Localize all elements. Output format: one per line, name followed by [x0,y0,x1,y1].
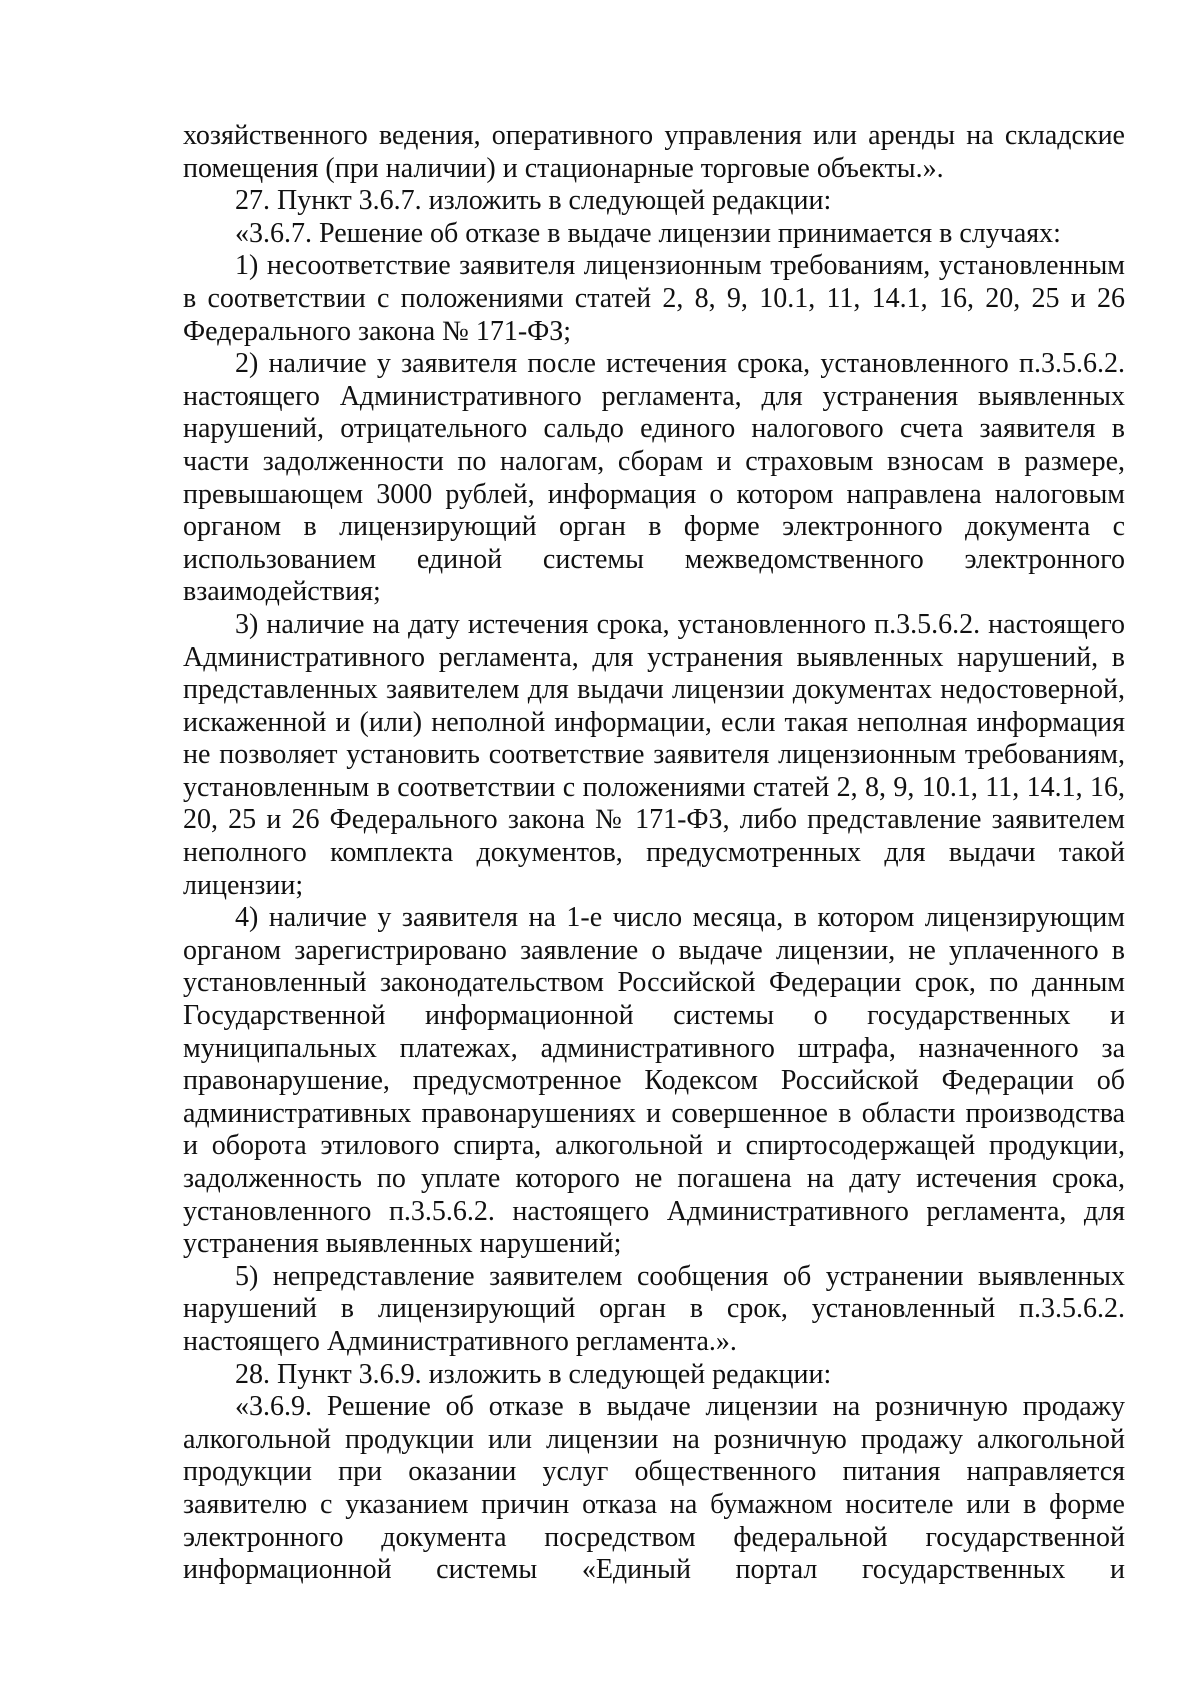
paragraph-3-6-9: «3.6.9. Решение об отказе в выдаче лицензии на розничную продажу алкогольной продукции или лицензии на розничную продажу алкогольной продукции при оказании услуг общественного питания направляется заявителю с указанием причин отказа на бумажном носителе или в форме электронного документа посредством федеральной государственной информационной системы «Единый портал государственных и [183,1391,1125,1586]
paragraph-case-5: 5) непредставление заявителем сообщения об устранении выявленных нарушений в лицензирующий орган в срок, установленный п.3.5.6.2. настоящего Административного регламента.». [183,1260,1125,1357]
paragraph-case-1: 1) несоответствие заявителя лицензионным требованиям, установленным в соответствии с положениями статей 2, 8, 9, 10.1, 11, 14.1, 16, 20, 25 и 26 Федерального закона № 171-ФЗ; [183,250,1125,347]
paragraph-case-4: 4) наличие у заявителя на 1-е число месяца, в котором лицензирующим органом зарегистрировано заявление о выдаче лицензии, не уплаченного в установленный законодательством Российской Федерации срок, по данным Государственной информационной системы о государственных и муниципальных платежах, административного штрафа, назначенного за правонарушение, предусмотренное Кодексом Российской Федерации об административных правонарушениях и совершенное в области производства и оборота этилового спирта, алкогольной и спиртосодержащей продукции, задолженность по уплате которого не погашена на дату истечения срока, установленного п.3.5.6.2. настоящего Административного регламента, для устранения выявленных нарушений; [183,902,1125,1260]
paragraph-case-3: 3) наличие на дату истечения срока, установленного п.3.5.6.2. настоящего Административного регламента, для устранения выявленных нарушений, в представленных заявителем для выдачи лицензии документах недостоверной, искаженной и (или) неполной информации, если такая неполная информация не позволяет установить соответствие заявителя лицензионным требованиям, установленным в соответствии с положениями статей 2, 8, 9, 10.1, 11, 14.1, 16, 20, 25 и 26 Федерального закона № 171-ФЗ, либо представление заявителем неполного комплекта документов, предусмотренных для выдачи такой лицензии; [183,608,1125,901]
paragraph-case-2: 2) наличие у заявителя после истечения срока, установленного п.3.5.6.2. настоящего Административного регламента, для устранения выявленных нарушений, отрицательного сальдо единого налогового счета заявителя в части задолженности по налогам, сборам и страховым взносам в размере, превышающем 3000 рублей, информация о котором направлена налоговым органом в лицензирующий орган в форме электронного документа с использованием единой системы межведомственного электронного взаимодействия; [183,348,1125,608]
paragraph-item-27-heading: 27. Пункт 3.6.7. изложить в следующей редакции: [235,185,832,217]
paragraph-continuation: хозяйственного ведения, оперативного управления или аренды на складские помещения (при наличии) и стационарные торговые объекты.». [183,120,1125,184]
document-body [183,120,1125,1587]
paragraph-item-28-heading: 28. Пункт 3.6.9. изложить в следующей редакции: [235,1358,832,1390]
paragraph-3-6-7-intro: «3.6.7. Решение об отказе в выдаче лицензии принимается в случаях: [235,217,1061,249]
